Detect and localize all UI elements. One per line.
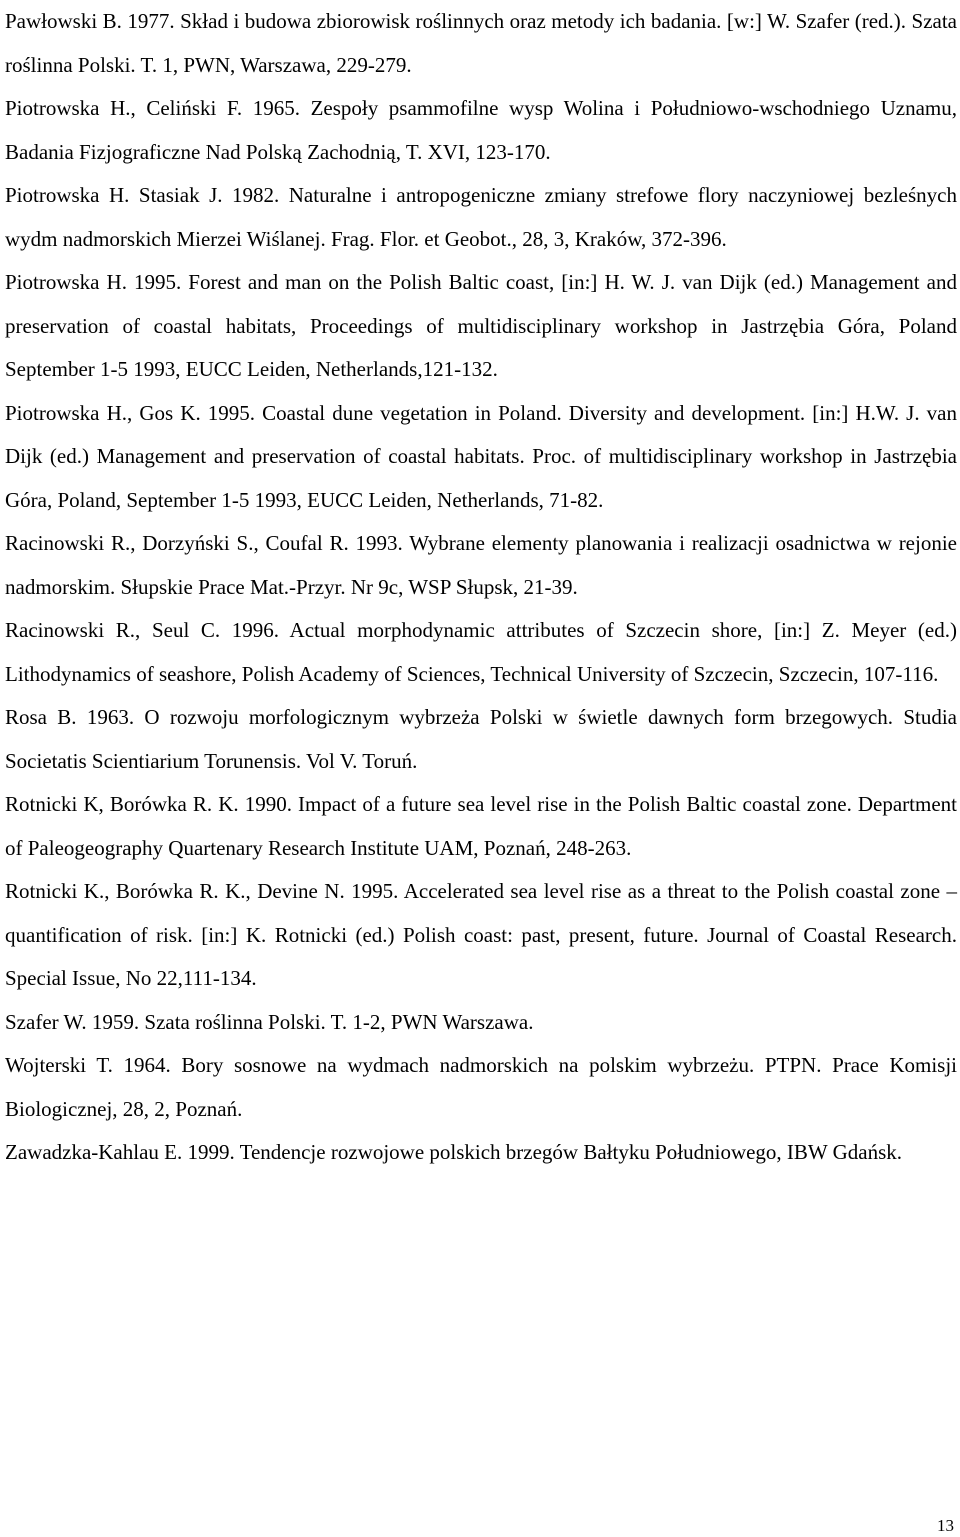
reference-item: Racinowski R., Dorzyński S., Coufal R. 1993. Wybrane elementy planowania i realizacji osadnictwa w rejonie nadmorskim. Słupskie Prace Mat.-Przyr. Nr 9c, WSP Słupsk, 21-39. <box>5 531 957 599</box>
reference-item: Piotrowska H. Stasiak J. 1982. Naturalne i antropogeniczne zmiany strefowe flory naczyniowej bezleśnych wydm nadmorskich Mierzei Wiślanej. Frag. Flor. et Geobot., 28, 3, Kraków, 372-396. <box>5 183 957 251</box>
reference-item: Zawadzka-Kahlau E. 1999. Tendencje rozwojowe polskich brzegów Bałtyku Południowego, IBW Gdańsk. <box>5 1140 903 1164</box>
reference-item: Piotrowska H. 1995. Forest and man on the Polish Baltic coast, [in:] H. W. J. van Dijk (ed.) Management and preservation of coastal habitats, Proceedings of multidisciplinary workshop in Jastrzębia Góra, Poland September 1-5 1993, EUCC Leiden, Netherlands,121-132. <box>5 270 957 381</box>
reference-item: Piotrowska H., Gos K. 1995. Coastal dune vegetation in Poland. Diversity and development. [in:] H.W. J. van Dijk (ed.) Management and preservation of coastal habitats. Proc. of multidisciplinary workshop in Jastrzębia Góra, Poland, September 1-5 1993, EUCC Leiden, Netherlands, 71-82. <box>5 400 957 512</box>
reference-item: Piotrowska H., Celiński F. 1965. Zespoły psammofilne wysp Wolina i Południowo-wschodniego Uznamu, Badania Fizjograficzne Nad Polską Zachodnią, T. XVI, 123-170. <box>5 96 957 164</box>
reference-item: Rotnicki K., Borówka R. K., Devine N. 1995. Accelerated sea level rise as a threat to the Polish coastal zone – quantification of risk. [in:] K. Rotnicki (ed.) Polish coast: past, present, future. Journal of Coastal Research. Special Issue, No 22,111-134. <box>5 879 957 990</box>
reference-item: Rotnicki K, Borówka R. K. 1990. Impact of a future sea level rise in the Polish Baltic coastal zone. Department of Paleogeography Quartenary Research Institute UAM, Poznań, 248-263. <box>5 792 957 860</box>
reference-item: Szafer W. 1959. Szata roślinna Polski. T. 1-2, PWN Warszawa. <box>5 1009 534 1034</box>
reference-item: Pawłowski B. 1977. Skład i budowa zbiorowisk roślinnych oraz metody ich badania. [w:] W. Szafer (red.). Szata roślinna Polski. T. 1, PWN, Warszawa, 229-279. <box>5 9 957 77</box>
reference-item: Wojterski T. 1964. Bory sosnowe na wydmach nadmorskich na polskim wybrzeżu. PTPN. Prace Komisji Biologicznej, 28, 2, Poznań. <box>5 1053 957 1121</box>
page-number: 13 <box>937 1516 954 1535</box>
reference-item: Rosa B. 1963. O rozwoju morfologicznym wybrzeża Polski w świetle dawnych form brzegowych. Studia Societatis Scientiarium Torunensis. Vol V. Toruń. <box>5 705 957 773</box>
reference-list <box>5 0 957 1175</box>
reference-item: Racinowski R., Seul C. 1996. Actual morphodynamic attributes of Szczecin shore, [in:] Z. Meyer (ed.) Lithodynamics of seashore, Polish Academy of Sciences, Technical University of Szczecin, Szczecin, 107-116. <box>5 618 957 686</box>
